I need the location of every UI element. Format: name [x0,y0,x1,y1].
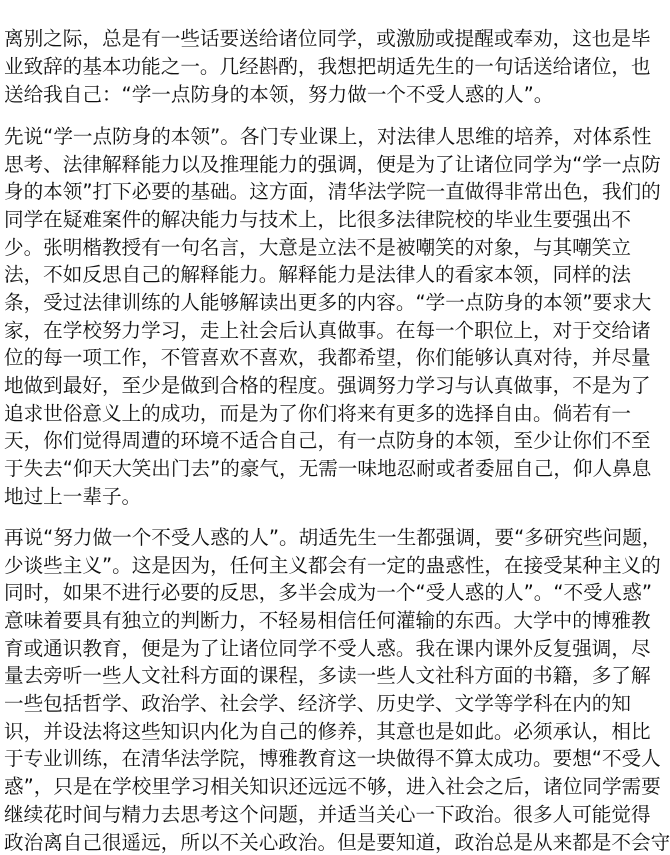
text-line: 再说“努力做一个不受人惑的人”。胡适先生一生都强调，要“多研究些问题， [4,526,662,549]
text-line: 地过上一辈子。 [4,485,142,508]
text-line: 法，不如反思自己的解释能力。解释能力是法律人的看家本领，同样的法 [4,263,631,286]
text-line: 识，并设法将这些知识内化为自己的修养，其意也是如此。必须承认，相比 [4,720,651,743]
text-line: 家，在学校努力学习，走上社会后认真做事。在每一个职位上，对于交给诸 [4,319,651,342]
text-line: 业致辞的基本功能之一。几经斟酌，我想把胡适先生的一句话送给诸位，也 [4,55,651,78]
text-line: 同时，如果不进行必要的反思，多半会成为一个“受人惑的人”。“不受人惑” [4,581,653,604]
text-line: 追求世俗意义上的成功，而是为了你们将来有更多的选择自由。倘若有一 [4,402,631,425]
text-line: 政治离自己很遥远，所以不关心政治。但是要知道，政治总是从来都是不会守 [4,831,670,854]
text-line: 天，你们觉得周遭的环境不适合自己，有一点防身的本领，至少让你们不至 [4,429,651,452]
text-line: 位的每一项工作，不管喜欢不喜欢，我都希望，你们能够认真对待，并尽量 [4,346,651,369]
text-line: 于专业训练，在清华法学院，博雅教育这一块做得不算太成功。要想“不受人 [4,747,661,770]
text-line: 条，受过法律训练的人能够解读出更多的内容。“学一点防身的本领”要求大 [4,291,652,314]
text-line: 继续花时间与精力去思考这个问题，并适当关心一下政治。很多人可能觉得 [4,803,651,826]
text-line: 惑”，只是在学校里学习相关知识还远远不够，进入社会之后，诸位同学需要 [4,775,661,798]
text-line: 量去旁听一些人文社科方面的课程，多读一些人文社科方面的书籍，多了解 [4,664,651,687]
text-line: 少。张明楷教授有一句名言，大意是立法不是被嘲笑的对象，与其嘲笑立 [4,236,631,259]
text-line: 离别之际，总是有一些话要送给诸位同学，或激励或提醒或奉劝，这也是毕 [4,27,651,50]
text-line: 先说“学一点防身的本领”。各门专业课上，对法律人思维的培养，对体系性 [4,125,652,148]
text-line: 育或通识教育，便是为了让诸位同学不受人惑。我在课内课外反复强调，尽 [4,637,651,660]
text-line: 一些包括哲学、政治学、社会学、经济学、历史学、文学等学科在内的知 [4,692,631,715]
text-line: 于失去“仰天大笑出门去”的豪气，无需一味地忍耐或者委屈自己，仰人鼻息 [4,457,652,480]
text-line: 思考、法律解释能力以及推理能力的强调，便是为了让诸位同学为“学一点防 [4,153,661,176]
text-line: 送给我自己：“学一点防身的本领，努力做一个不受人惑的人”。 [4,83,554,106]
text-line: 意味着要具有独立的判断力，不轻易相信任何灌输的东西。大学中的博雅教 [4,609,651,632]
text-line: 身的本领”打下必要的基础。这方面，清华法学院一直做得非常出色，我们的 [4,180,661,203]
text-line: 少谈些主义”。这是因为，任何主义都会有一定的蛊惑性，在接受某种主义的 [4,554,661,577]
text-line: 地做到最好，至少是做到合格的程度。强调努力学习与认真做事，不是为了 [4,374,651,397]
text-line: 同学在疑难案件的解决能力与技术上，比很多法律院校的毕业生要强出不 [4,208,631,231]
